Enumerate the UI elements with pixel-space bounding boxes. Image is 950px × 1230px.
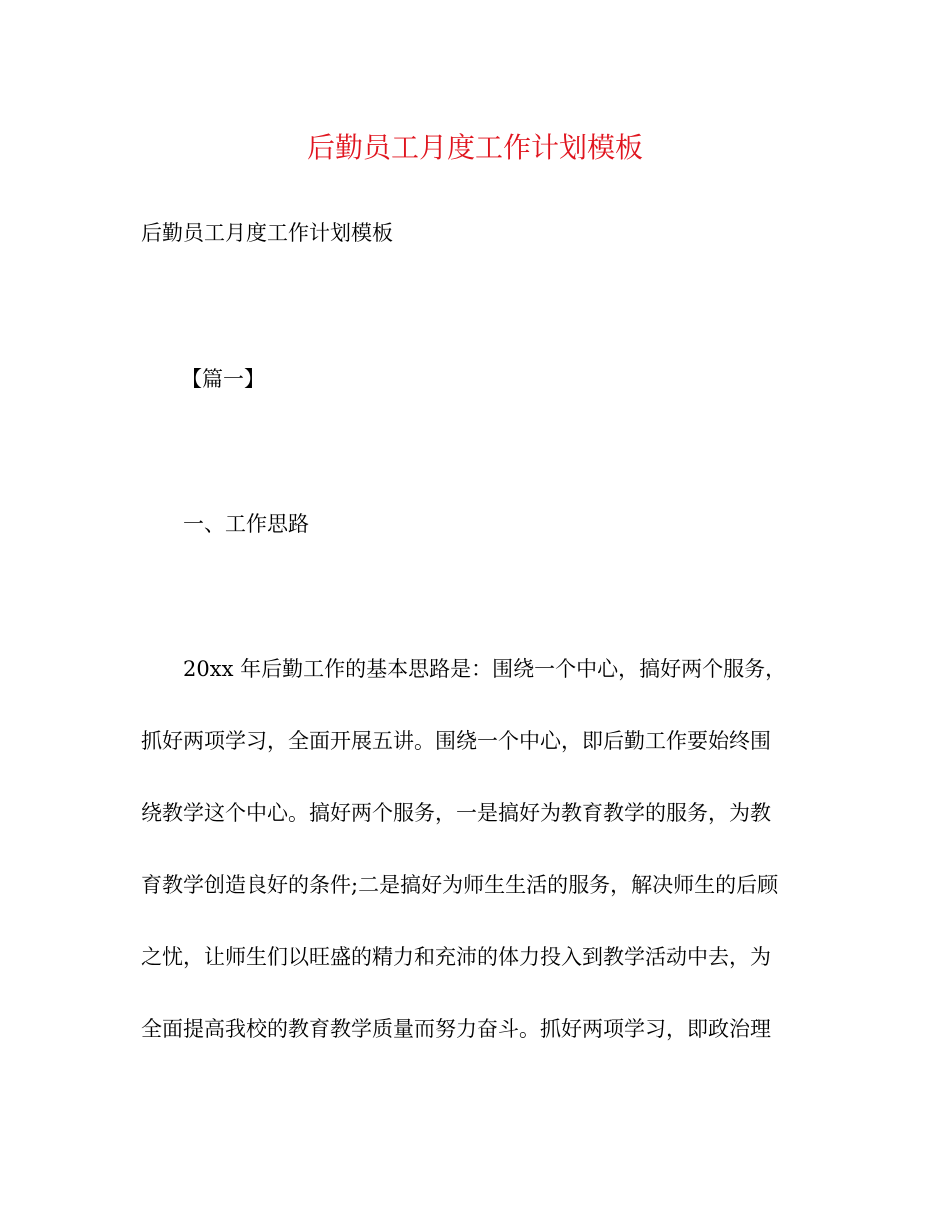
section-heading: 一、工作思路 bbox=[183, 512, 309, 536]
paragraph-line: 抓好两项学习，全面开展五讲。围绕一个中心，即后勤工作要始终围 bbox=[141, 729, 771, 753]
paragraph-line: 绕教学这个中心。搞好两个服务，一是搞好为教育教学的服务，为教 bbox=[141, 801, 771, 825]
paragraph-line: 全面提高我校的教育教学质量而努力奋斗。抓好两项学习，即政治理 bbox=[141, 1017, 771, 1041]
document-subtitle: 后勤员工月度工作计划模板 bbox=[141, 221, 393, 245]
section-marker: 【篇一】 bbox=[181, 367, 265, 391]
document-title: 后勤员工月度工作计划模板 bbox=[306, 131, 643, 164]
paragraph-line: 育教学创造良好的条件;二是搞好为师生生活的服务，解决师生的后顾 bbox=[141, 873, 779, 897]
paragraph-line: 20xx 年后勤工作的基本思路是：围绕一个中心，搞好两个服务， bbox=[183, 657, 787, 681]
paragraph-line: 之忧，让师生们以旺盛的精力和充沛的体力投入到教学活动中去，为 bbox=[141, 945, 771, 969]
